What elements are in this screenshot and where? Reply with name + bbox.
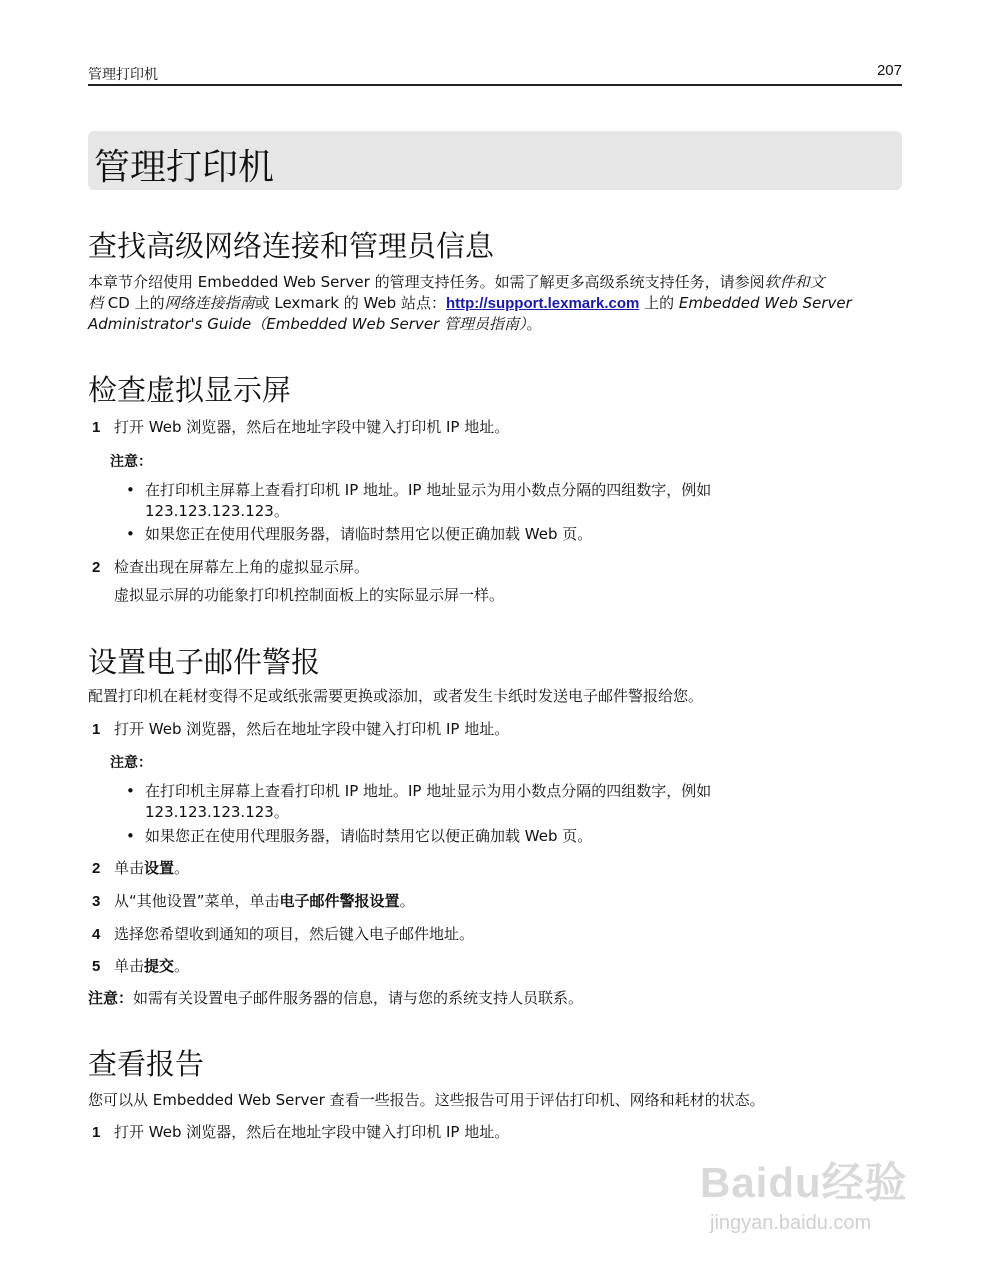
step-number: 1 bbox=[92, 419, 101, 436]
step-item bbox=[92, 858, 189, 879]
step-number: 1 bbox=[92, 721, 101, 738]
step-text-end: 。 bbox=[399, 892, 415, 910]
step-item bbox=[92, 719, 509, 740]
step-item bbox=[92, 1122, 509, 1143]
step-subtext: 虚拟显示屏的功能象打印机控制面板上的实际显示屏一样。 bbox=[114, 586, 505, 604]
bullet-text-cont: 123.123.123.123。 bbox=[145, 803, 289, 821]
text-run: 或 Lexmark 的 Web 站点： bbox=[254, 294, 446, 312]
final-note bbox=[88, 988, 902, 1009]
text-run: 本章节介绍使用 Embedded Web Server 的管理支持任务。如需了解更多高级系统支持任务，请参阅 bbox=[88, 273, 765, 291]
page-header bbox=[88, 60, 902, 86]
step-item bbox=[92, 956, 189, 977]
note-label: 注意： bbox=[110, 454, 152, 470]
running-section-title: 管理打印机 bbox=[88, 67, 158, 83]
section-heading-advanced-info: 查找高级网络连接和管理员信息 bbox=[88, 229, 495, 263]
section-intro: 您可以从 Embedded Web Server 查看一些报告。这些报告可用于评估打印机、网络和耗材的状态。 bbox=[88, 1091, 765, 1109]
watermark-logo: Baidu经验 bbox=[700, 1159, 908, 1206]
watermark-url: jingyan.baidu.com bbox=[710, 1212, 872, 1234]
step-text-end: 。 bbox=[174, 957, 190, 975]
step-text: 检查出现在屏幕左上角的虚拟显示屏。 bbox=[114, 558, 370, 576]
settings-menu-ref: 设置 bbox=[144, 859, 175, 877]
step-text: 打开 Web 浏览器，然后在地址字段中键入打印机 IP 地址。 bbox=[114, 720, 510, 738]
bullet-dot-icon: • bbox=[126, 827, 135, 845]
step-item bbox=[92, 891, 415, 912]
bullet-dot-icon: • bbox=[126, 481, 135, 499]
bullet-dot-icon: • bbox=[126, 525, 135, 543]
step-text: 打开 Web 浏览器，然后在地址字段中键入打印机 IP 地址。 bbox=[114, 1123, 510, 1141]
step-number: 5 bbox=[92, 958, 101, 975]
section-heading-view-reports: 查看报告 bbox=[88, 1047, 205, 1081]
step-text-end: 。 bbox=[174, 859, 190, 877]
bullet-text: 如果您正在使用代理服务器，请临时禁用它以便正确加载 Web 页。 bbox=[145, 827, 593, 845]
page-number: 207 bbox=[876, 62, 902, 79]
italic-run: Embedded Web Server bbox=[678, 294, 852, 312]
section-intro: 配置打印机在耗材变得不足或纸张需要更换或添加，或者发生卡纸时发送电子邮件警报给您。 bbox=[88, 687, 704, 705]
note-label: 注意： bbox=[110, 755, 152, 771]
step-text: 单击 bbox=[114, 957, 145, 975]
chapter-title-banner bbox=[88, 131, 902, 190]
step-text: 打开 Web 浏览器，然后在地址字段中键入打印机 IP 地址。 bbox=[114, 418, 510, 436]
section-heading-virtual-display: 检查虚拟显示屏 bbox=[88, 373, 292, 407]
bullet-text: 如果您正在使用代理服务器，请临时禁用它以便正确加载 Web 页。 bbox=[145, 525, 593, 543]
italic-run: 网络连接指南 bbox=[164, 294, 255, 312]
italic-run: 档 bbox=[88, 294, 104, 312]
step-number: 1 bbox=[92, 1124, 101, 1141]
italic-run: Administrator's Guide（Embedded Web Server 管理员指南） bbox=[88, 315, 527, 333]
step-item bbox=[92, 924, 474, 945]
text-run: CD 上的 bbox=[103, 294, 165, 312]
italic-run: 软件和文 bbox=[764, 273, 825, 291]
step-number: 4 bbox=[92, 926, 101, 943]
note-label: 注意： bbox=[88, 989, 134, 1007]
step-number: 2 bbox=[92, 860, 101, 877]
text-run: 上的 bbox=[639, 294, 679, 312]
section-heading-email-alerts: 设置电子邮件警报 bbox=[88, 645, 321, 679]
bullet-text-cont: 123.123.123.123。 bbox=[145, 502, 289, 520]
step-text: 选择您希望收到通知的项目，然后键入电子邮件地址。 bbox=[114, 925, 475, 943]
baidu-watermark bbox=[700, 1150, 930, 1250]
section-paragraph bbox=[88, 272, 902, 335]
step-number: 3 bbox=[92, 893, 101, 910]
support-link[interactable]: http://support.lexmark.com bbox=[445, 295, 640, 312]
step-item bbox=[92, 557, 369, 578]
text-run: 。 bbox=[526, 315, 542, 333]
step-item bbox=[92, 417, 509, 438]
bullet-dot-icon: • bbox=[126, 782, 135, 800]
bullet-text: 在打印机主屏幕上查看打印机 IP 地址。IP 地址显示为用小数点分隔的四组数字，例如 bbox=[145, 782, 712, 800]
step-text: 从“其他设置”菜单，单击 bbox=[114, 892, 280, 910]
chapter-title: 管理打印机 bbox=[94, 147, 275, 188]
email-alert-setup-ref: 电子邮件警报设置 bbox=[279, 892, 400, 910]
submit-ref: 提交 bbox=[144, 957, 175, 975]
step-number: 2 bbox=[92, 559, 101, 576]
bullet-text: 在打印机主屏幕上查看打印机 IP 地址。IP 地址显示为用小数点分隔的四组数字，例如 bbox=[145, 481, 712, 499]
step-text: 单击 bbox=[114, 859, 145, 877]
note-text: 如需有关设置电子邮件服务器的信息，请与您的系统支持人员联系。 bbox=[133, 989, 584, 1007]
